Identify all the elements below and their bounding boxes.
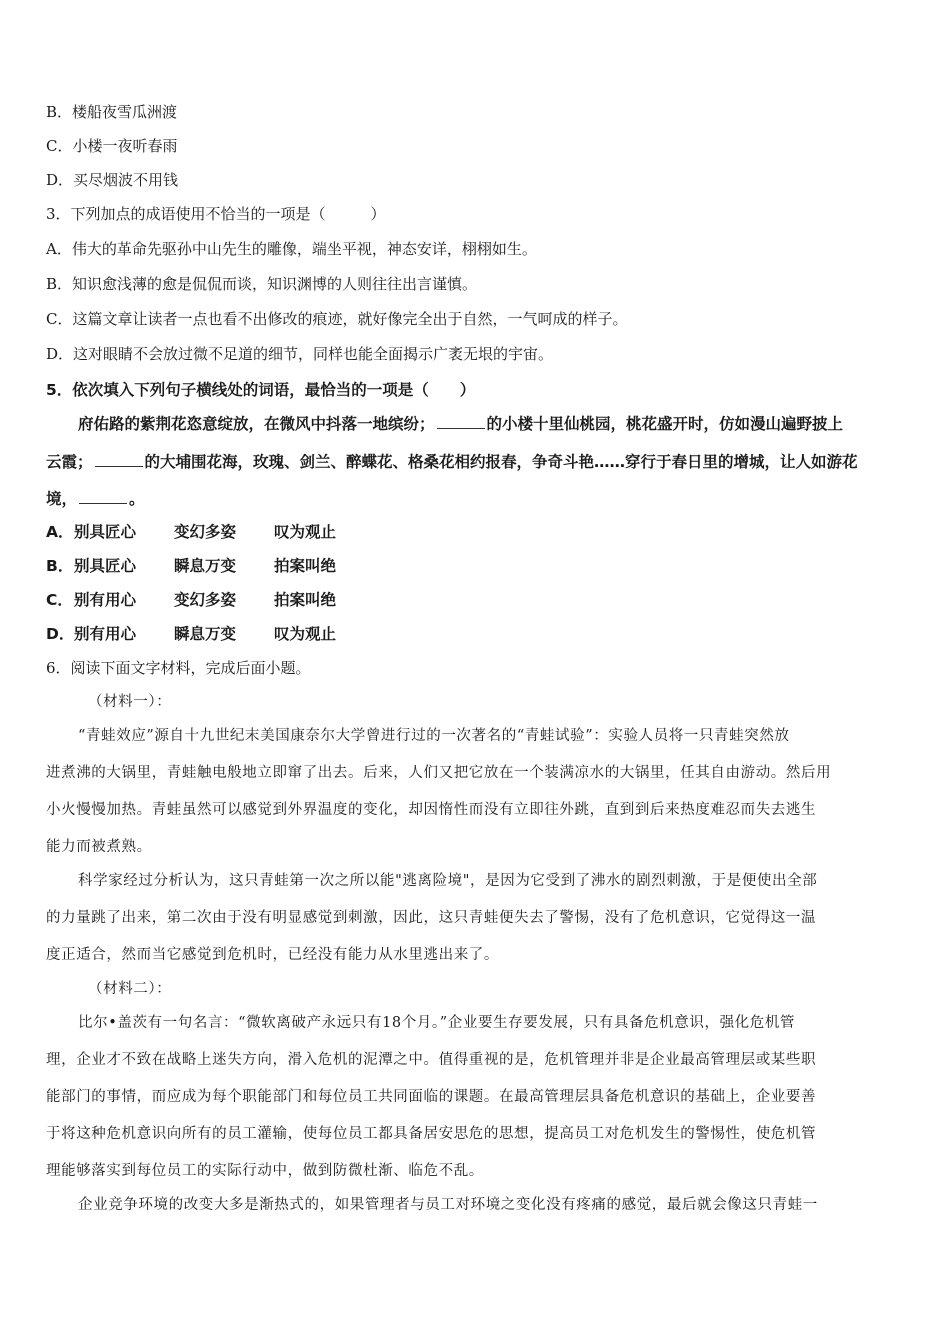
material-2-p1-line-2: 理，企业才不致在战略上迷失方向，滑入危机的泥潭之中。值得重视的是，危机管理并非是企业最高管理层或某些职 [46, 1052, 817, 1068]
option-label: C． [46, 591, 73, 609]
q5-passage-line-3 [46, 489, 145, 509]
q5-option-d [46, 624, 336, 644]
q3-option-c [46, 309, 628, 329]
material-2-p1-line-4: 于将这种危机意识向所有的员工灌输，使每位员工都具备居安思危的思想，提高员工对危机发生的警惕性，使危机管 [46, 1126, 817, 1142]
q3-option-b [46, 274, 477, 294]
option-label: B． [46, 103, 73, 121]
material-1-p1-line-3: 小火慢慢加热。青蛙虽然可以感觉到外界温度的变化，却因惰性而没有立即往外跳，直到到后来热度难忍而失去逃生 [46, 802, 817, 818]
option-word: 别具匠心 [74, 523, 137, 541]
passage-text: 的小楼十里仙桃园，桃花盛开时，仿如漫山遍野披上 [486, 415, 844, 433]
option-word: 别具匠心 [74, 557, 137, 575]
material-1-p2-line-3: 度正适合，然而当它感觉到危机时，已经没有能力从水里逃出来了。 [46, 947, 499, 963]
option-word: 叹为观止 [274, 523, 337, 541]
q5-passage-line-2 [46, 452, 858, 472]
option-word: 瞬息万变 [174, 625, 237, 643]
option-text: 买尽烟波不用钱 [73, 171, 179, 189]
q5-passage-line-1 [78, 414, 843, 434]
option-label: C． [46, 310, 73, 328]
q2-option-d [46, 170, 178, 190]
passage-text: 的大埔围花海，玫瑰、剑兰、醉蝶花、格桑花相约报春，争奇斗艳……穿行于春日里的增城，让人如游花 [144, 453, 858, 471]
option-label: B． [46, 275, 73, 293]
option-label: B． [46, 557, 74, 575]
option-word: 别有用心 [74, 625, 137, 643]
q3-option-d [46, 344, 553, 364]
material-2-heading: （材料二）： [88, 981, 172, 997]
material-1-p2-line-2: 的力量跳了出来，第二次由于没有明显感觉到刺激，因此，这只青蛙便失去了警惕，没有了危机意识，它觉得这一温 [46, 910, 817, 926]
q2-option-c [46, 136, 178, 156]
passage-text: 云霞； [46, 453, 93, 471]
fill-blank-3 [79, 489, 127, 504]
passage-text: 。 [129, 490, 145, 508]
q5-stem: 5．依次填入下列句子横线处的词语，最恰当的一项是（ ） [46, 381, 476, 399]
option-text: 这对眼睛不会放过微不足道的细节，同样也能全面揭示广袤无垠的宇宙。 [73, 345, 554, 363]
option-text: 伟大的革命先驱孙中山先生的雕像，端坐平视，神态安详，栩栩如生。 [71, 240, 537, 258]
q2-option-b [46, 102, 177, 122]
option-word: 拍案叫绝 [274, 557, 337, 575]
q3-option-a [46, 239, 537, 259]
option-text: 楼船夜雪瓜洲渡 [72, 103, 178, 121]
material-1-p1-line-2: 进煮沸的大锅里，青蛙触电般地立即窜了出去。后来，人们又把它放在一个装满凉水的大锅里，任其自由游动。然后用 [46, 765, 832, 781]
q5-option-c [46, 590, 336, 610]
material-2-p1-line-5: 理能够落实到每位员工的实际行动中，做到防微杜渐、临危不乱。 [46, 1163, 484, 1179]
passage-text: 府佑路的紫荆花恣意绽放，在微风中抖落一地缤纷； [78, 415, 435, 433]
q6-stem: 6．阅读下面文字材料，完成后面小题。 [46, 659, 311, 677]
option-label: A． [46, 240, 72, 258]
option-text: 小楼一夜听春雨 [72, 137, 178, 155]
option-label: D． [46, 345, 74, 363]
material-1-p2-line-1: 科学家经过分析认为，这只青蛙第一次之所以能"逃离险境"，是因为它受到了沸水的剧烈刺激，于是便使出全部 [78, 873, 818, 889]
option-word: 拍案叫绝 [274, 591, 337, 609]
fill-blank-1 [437, 414, 485, 429]
option-word: 变幻多姿 [174, 523, 237, 541]
q5-option-b [46, 556, 336, 576]
material-1-p1-line-4: 能力而被煮熟。 [46, 839, 152, 855]
material-2-p1-line-3: 能部门的事情，而应成为每个职能部门和每位员工共同面临的课题。在最高管理层具备危机意识的基础上，企业要善 [46, 1089, 817, 1105]
option-word: 瞬息万变 [174, 557, 237, 575]
option-word: 叹为观止 [274, 625, 337, 643]
passage-text: 境， [46, 490, 78, 508]
option-label: D． [46, 171, 74, 189]
option-word: 变幻多姿 [174, 591, 237, 609]
option-word: 别有用心 [74, 591, 137, 609]
option-label: C． [46, 137, 73, 155]
material-1-heading: （材料一）： [88, 694, 172, 710]
option-label: D． [46, 625, 75, 643]
q3-stem: 3．下列加点的成语使用不恰当的一项是（ ） [46, 205, 386, 223]
option-text: 知识愈浅薄的愈是侃侃而谈，知识渊博的人则往往出言谨慎。 [72, 275, 478, 293]
material-1-p1-line-1: “青蛙效应”源自十九世纪末美国康奈尔大学曾进行过的一次著名的“青蛙试验”：实验人员将一只青蛙突然放 [78, 728, 790, 744]
material-2-p1-line-1: 比尔•盖茨有一句名言：“微软离破产永远只有18个月。”企业要生存要发展，只有具备危机意识，强化危机管 [78, 1015, 796, 1031]
material-2-p2-line-1: 企业竞争环境的改变大多是渐热式的，如果管理者与员工对环境之变化没有疼痛的感觉，最后就会像这只青蛙一 [78, 1197, 818, 1213]
option-text: 这篇文章让读者一点也看不出修改的痕迹，就好像完全出于自然，一气呵成的样子。 [72, 310, 628, 328]
fill-blank-2 [95, 452, 143, 467]
q5-option-a [46, 522, 336, 542]
option-label: A． [46, 523, 74, 541]
